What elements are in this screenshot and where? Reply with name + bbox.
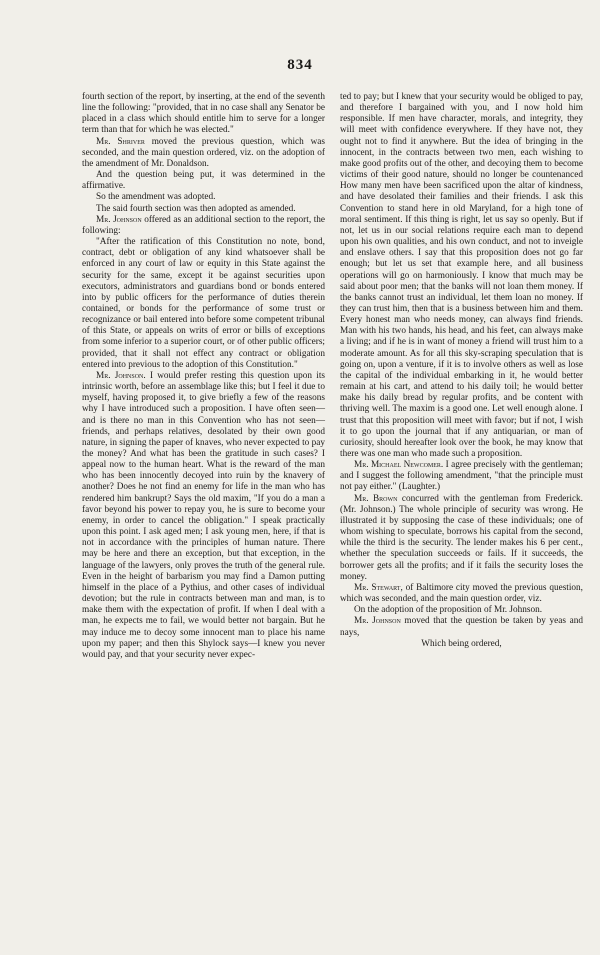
paragraph-text: I would prefer resting this question upon its intrinsic worth, before an assemblage like this; but I feel it due to myself, having proposed it, to give briefly a few of the reasons why I have introduced such a proposition. I have often seen—and is there no man in this Convention who has not seen—friends, and perhaps relatives, desolated by their own good nature, in signing the paper of knaves, who never expected to pay the money? And what has been the gratitude in such cases? I appeal now to the human heart. What is the reward of the man who has been innocently decoyed into ruin by the knavery of another? Does he not find an enemy for life in the man who has rendered him bankrupt? Says the old maxim, "If you do a man a favor beyond his power to repay you, he is sure to become your enemy, in order to cancel the obligation." I speak practically upon this point. I ask aged men; I ask young men, here, if that is not in accordance with the principles of human nature. There may be here and there an exception, but that exception, in the language of the lawyers, only proves the truth of the general rule. Even in the height of barbarism you may find a Damon putting himself in the place of a Pythius, and other cases of individual devotion; but the rule in contracts between man and man, is to make them with the expectation of profit. If when I deal with a man, he expects me to fail, we would better not bargain. But he may induce me to decoy some innocent man to place his name upon my paper; and then this Shylock says—I knew you never would pay, and that your security never expec- (82, 370, 325, 660)
speaker-name: Mr. Shriver (96, 136, 145, 147)
speaker-name: Mr. Johnson (354, 616, 401, 627)
right-column (340, 92, 583, 650)
page-number: 834 (287, 57, 313, 73)
paragraph (340, 616, 583, 638)
paragraph (340, 605, 583, 616)
paragraph-text: moved the previous question, which was seconded, and the main question ordered, viz. on the adoption of the amendment of Mr. Donaldson. (82, 136, 325, 169)
paragraph-text: ted to pay; but I knew that your security would be obliged to pay, and therefore I bargained with you, and I now hold him responsible. If men have character, morals, and integrity, they will meet with confidence everywhere. If they have not, they ought not to find it anywhere. But the idea of bringing in the innocent, in the contracts between two men, each wishing to make good profits out of the other, and decoying them to become victims of their good nature, should no longer be countenanced How many men have been sacrificed upon the altar of kindness, and have desolated their families and their friends. I ask this Convention to stand here in old Maryland, for a high tone of moral sentiment. If this thing is right, let us say so openly. But if not, let us in our social relations require each man to depend upon his own qualities, and his own conduct, and not to inveigle and enslave others. I say that this proposition does not go far enough; but let us set that example here, and all business operations will go on harmoniously. I know that much may be said about poor men; that the banks will not loan them money. If the banks cannot trust an individual, let them loan no money. If they can trust him, then that is a business between him and them. Every honest man who needs money, can always find friends. Man with his two hands, his head, and his feet, can always make a living; and if he is in want of money a friend will trust him to a moderate amount. As for all this sky-scraping speculation that is going on, upon a venture, if it is to involve others as well as lose the capital of the individual embarking in it, he would better remain at his cart, and attend to his daily toil; he would better make his daily bread by regular profits, and be content with thriving well. The maxim is a good one. Let well enough alone. I trust that this proposition will meet with favor; but if not, I wish it to go upon the journal that if any antiquarian, or man of curiosity, should hereafter look over the book, he may know that there was one man who made such a proposition. (340, 92, 583, 459)
paragraph-text: I agree precisely with the gentleman; and I suggest the following amendment, "that the principle must not pay either." (Laughter.) (340, 460, 583, 493)
speaker-name: Mr. Michael Newcomer. (354, 460, 444, 471)
paragraph-text: Which being ordered, (421, 638, 502, 649)
speaker-name: Mr. Brown (354, 493, 398, 504)
paragraph-text: And the question being put, it was determined in the affirmative. (82, 170, 325, 192)
quoted-proposition (82, 237, 325, 371)
paragraph-text: offered as an additional section to the report, the following: (82, 214, 325, 236)
speaker-name: Mr. Johnson. (96, 370, 146, 381)
speech-paragraph (82, 371, 325, 661)
paragraph (340, 583, 583, 605)
paragraph-text: concurred with the gentleman from Frederick. (Mr. Johnson.) The whole principle of security was wrong. He illustrated it by supposing the case of these individuals; one of whom wishing to speculate, borrows his capital from the second, while the third is the security. The lender makes his 6 per cent., whether the speculation succeeds or fails. If it succeeds, the borrower gets all the profits; and if it fails the security loses the money. (340, 493, 583, 582)
paragraph-text: The said fourth section was then adopted as amended. (96, 203, 296, 214)
left-column (82, 92, 325, 661)
paragraph (82, 192, 325, 203)
speaker-name: Mr. Johnson (96, 214, 142, 225)
paragraph-text: of Baltimore city moved the previous question, which was seconded, and the main question order, viz. (340, 582, 583, 605)
speaker-name: Mr. Stewart, (354, 582, 403, 593)
paragraph (82, 137, 325, 170)
paragraph (340, 639, 583, 650)
paragraph-text: So the amendment was adopted. (96, 192, 216, 203)
paragraph-text: moved that the question be taken by yeas and nays, (340, 616, 583, 638)
paragraph-text: "After the ratification of this Constitution no note, bond, contract, debt or obligation of any kind whatsoever shall be enforced in any court of law or equity in this State against the security for the same, except it be against securities upon executors, administrators and guardians bond or bonds entered into by public officers for the performance of duties therein contained, or bonds for the performance of some trust or recognizance or bail entered into before some competent tribunal of this State, or appeals on writs of error or bills of exceptions from some inferior to a superior court, or of other public officers; provided, that it shall not effect any contract or obligation entered into previous to the adoption of this Constitution." (82, 237, 325, 370)
paragraph-text: On the adoption of the proposition of Mr. Johnson. (354, 605, 543, 616)
paragraph (340, 460, 583, 493)
paragraph (340, 494, 583, 583)
speech-paragraph (340, 92, 583, 460)
paragraph (82, 204, 325, 215)
paragraph (82, 170, 325, 192)
paragraph-text: fourth section of the report, by inserting, at the end of the seventh line the following: "provided, that in no case shall any Senator be placed in a class which should entitle him to serve for a longer term than that for which he was elected." (82, 92, 325, 136)
paragraph (82, 215, 325, 237)
paragraph (82, 92, 325, 137)
